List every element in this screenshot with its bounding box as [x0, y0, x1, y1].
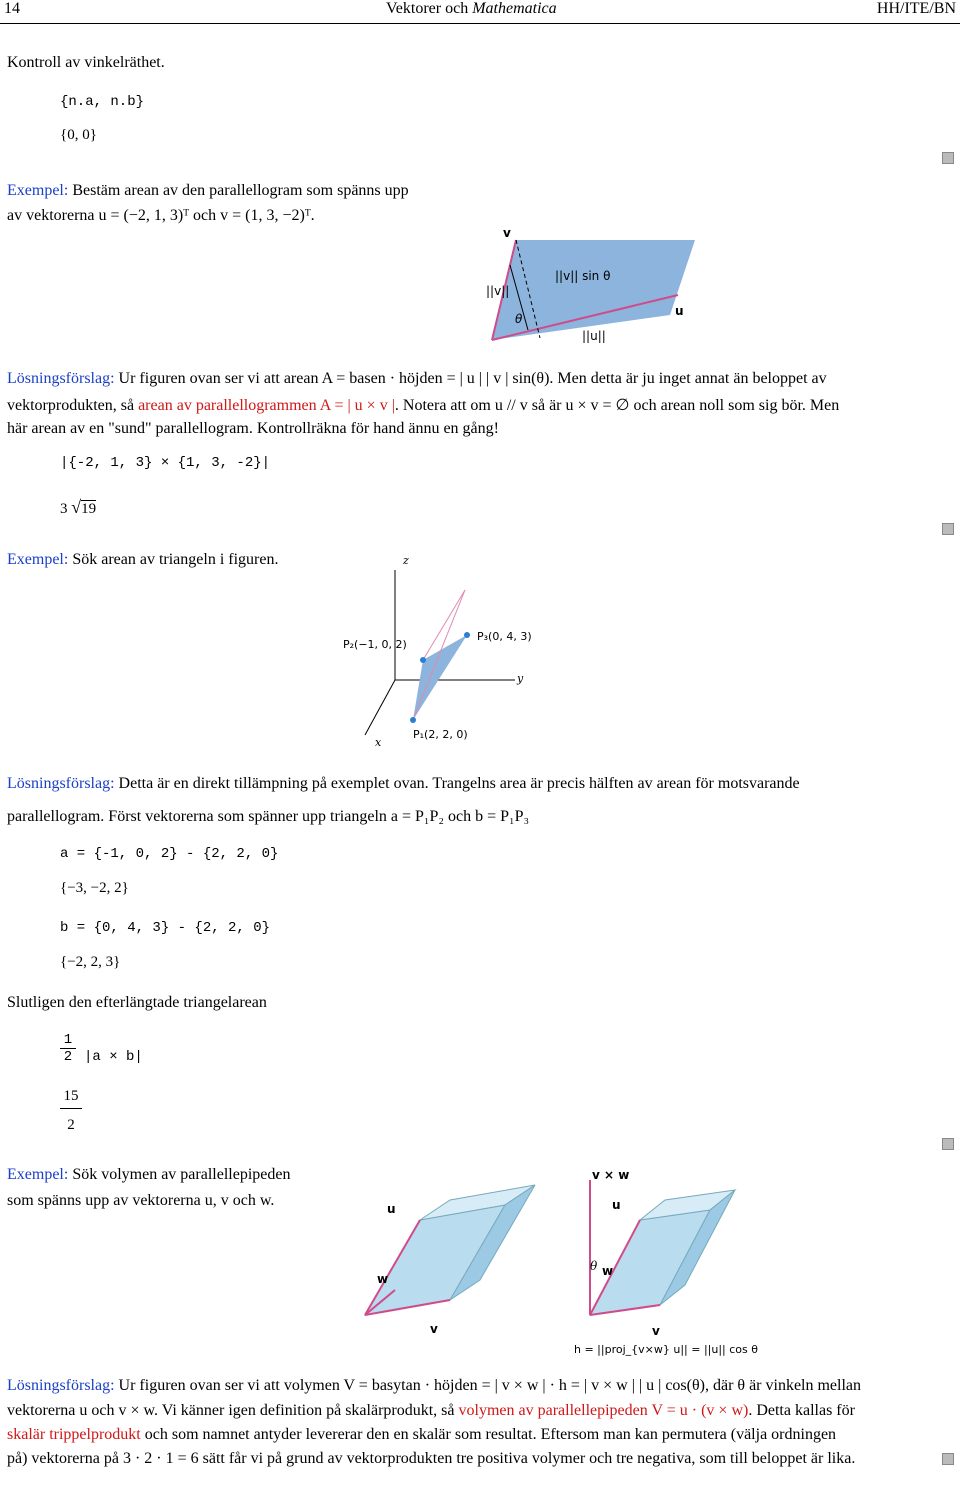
running-title: Vektorer och Mathematica: [386, 0, 557, 17]
example3-line2: som spänns upp av vektorerna u, v och w.: [7, 1192, 275, 1209]
triangle-figure: [335, 550, 555, 750]
solution3-line4: på) vektorerna på 3 · 2 · 1 = 6 sätt får vi på grund av vektorprodukten tre positiva volymer och tre negativa, som till beloppet är lika.: [7, 1450, 856, 1467]
input-cell-5-expr[interactable]: |a × b|: [84, 1049, 143, 1065]
axis-x: [365, 680, 395, 735]
label-norm-v-sin: ||v|| sin θ: [555, 269, 611, 283]
example2-line: Exempel: Sök arean av triangeln i figuren.: [7, 551, 279, 568]
example3-line1: Exempel: Sök volymen av parallellepipeden: [7, 1166, 291, 1183]
output-cell-2: 3 √19: [60, 497, 97, 517]
output-cell-4: {−2, 2, 3}: [60, 954, 121, 970]
label-x: x: [375, 736, 382, 749]
label-u: u: [675, 304, 684, 318]
label-v: v: [503, 226, 511, 240]
label-theta: θ: [515, 312, 523, 326]
label-u: u: [387, 1202, 396, 1216]
example1-line2: av vektorerna u = (−2, 1, 3)ᵀ och v = (1, 3, −2)ᵀ.: [7, 207, 315, 224]
p1-point: [410, 717, 416, 723]
label-p2: P₂(−1, 0, 2): [343, 638, 407, 651]
output-cell-3: {−3, −2, 2}: [60, 880, 129, 896]
label-v: v: [652, 1324, 660, 1338]
label-p1: P₁(2, 2, 0): [413, 728, 468, 741]
label-w: w: [377, 1272, 389, 1286]
label-u: u: [612, 1198, 621, 1212]
solution3-line3: skalär trippelprodukt och som namnet antyder levererar den en skalär som resultat. Eftersom man kan permutera (välja ordningen: [7, 1426, 837, 1443]
label-norm-u: ||u||: [582, 329, 606, 343]
solution3-line1: Lösningsförslag: Ur figuren ovan ser vi att volymen V = basytan · höjden = | v × w | · h = | v × w | | u | cos(θ), där θ är vinkeln mellan: [7, 1377, 862, 1394]
solution2-line2: parallellogram. Först vektorerna som spänner upp triangeln a = P₁P₂ och b = P₁P₃: [7, 808, 530, 825]
p2-point: [420, 657, 426, 663]
input-cell-1[interactable]: {n.a, n.b}: [60, 94, 145, 110]
label-w: w: [602, 1264, 614, 1278]
solution2-line1: Lösningsförslag: Detta är en direkt tillämpning på exemplet ovan. Trangelns area är precis hälften av arean för motsvarande: [7, 775, 800, 792]
solution1-line2: vektorprodukten, så arean av parallellogrammen A = | u × v |. Notera att om u // v så är u × v = ∅ och arean noll som sig bör. Men: [7, 397, 840, 414]
running-right: HH/ITE/BN: [876, 0, 956, 17]
label-theta: θ: [590, 1259, 598, 1273]
parallelogram-figure: [470, 220, 700, 350]
solution3-line2: vektorerna u och v × w. Vi känner igen definition på skalärprodukt, så volymen av parallellepipeden V = u · (v × w). Detta kallas för: [7, 1402, 855, 1419]
input-cell-2[interactable]: |{-2, 1, 3} × {1, 3, -2}|: [60, 455, 271, 471]
parallelepiped-figure-right: [560, 1165, 790, 1360]
page-number: 14: [4, 0, 20, 17]
final-heading: Slutligen den efterlängtade triangelarean: [7, 994, 267, 1011]
label-vxw: v × w: [592, 1168, 630, 1182]
section1-heading: Kontroll av vinkelräthet.: [7, 54, 165, 71]
input-cell-5[interactable]: 1 2: [60, 1032, 76, 1065]
label-y: y: [517, 672, 524, 685]
sqrt-icon: √: [71, 497, 82, 517]
example1-line1: Exempel: Bestäm arean av den parallellogram som spänns upp: [7, 182, 409, 199]
label-h: h = ||proj_{v×w} u|| = ||u|| cos θ: [574, 1343, 758, 1356]
label-z: z: [403, 554, 409, 567]
header-rule: [0, 23, 960, 24]
output-cell-5: 15 2: [60, 1088, 82, 1134]
cell-bracket-icon[interactable]: [942, 1138, 954, 1150]
cell-bracket-icon[interactable]: [942, 1453, 954, 1465]
solution1-line1: Lösningsförslag: Ur figuren ovan ser vi att arean A = basen · höjden = | u | | v | sin(θ). Men detta är ju inget annat än beloppet av: [7, 370, 827, 387]
projection-line: [413, 590, 465, 720]
input-cell-4[interactable]: b = {0, 4, 3} - {2, 2, 0}: [60, 920, 271, 936]
cell-bracket-icon[interactable]: [942, 523, 954, 535]
parallelogram-shape: [492, 240, 695, 340]
page-header: [0, 0, 960, 22]
label-v: v: [430, 1322, 438, 1336]
solution1-line3: här arean av en "sund" parallellogram. Kontrollräkna för hand ännu en gång!: [7, 420, 499, 437]
label-p3: P₃(0, 4, 3): [477, 630, 532, 643]
output-cell-1: {0, 0}: [60, 127, 97, 143]
p3-point: [464, 632, 470, 638]
input-cell-3[interactable]: a = {-1, 0, 2} - {2, 2, 0}: [60, 846, 279, 862]
triangle-shape: [413, 635, 467, 720]
label-norm-v: ||v||: [486, 284, 510, 298]
cell-bracket-icon[interactable]: [942, 152, 954, 164]
